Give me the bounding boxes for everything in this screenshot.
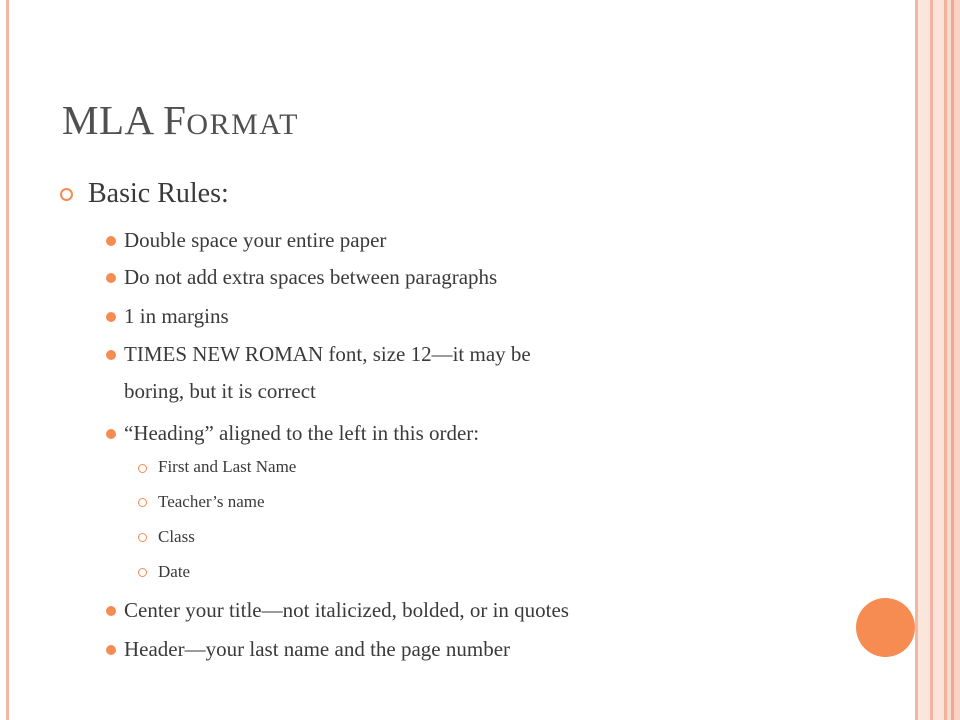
bullet-icon: [106, 312, 116, 322]
rule-item: 1 in margins: [124, 304, 229, 328]
slide-title: [62, 96, 299, 144]
decorative-stripes: [918, 0, 960, 720]
rule-item: TIMES NEW ROMAN font, size 12—it may be: [124, 342, 531, 366]
rule-item-continued: boring, but it is correct: [124, 379, 316, 403]
rule-item: Center your title—not italicized, bolded, or in quotes: [124, 598, 569, 622]
bullet-icon: [106, 236, 116, 246]
bullet-icon: [106, 350, 116, 360]
sub-bullet-icon: [138, 498, 147, 507]
title-smallcaps: ORMAT: [186, 108, 299, 141]
accent-circle: [856, 598, 915, 657]
sub-bullet-icon: [138, 568, 147, 577]
bullet-icon: [106, 606, 116, 616]
rule-item: Double space your entire paper: [124, 228, 387, 252]
sub-bullet-icon: [138, 533, 147, 542]
sub-bullet-icon: [138, 464, 147, 473]
rule-item: “Heading” aligned to the left in this order:: [124, 421, 480, 445]
heading-item: First and Last Name: [158, 457, 297, 476]
rule-item: Do not add extra spaces between paragraphs: [124, 265, 498, 289]
bullet-icon: [106, 273, 116, 283]
heading-item: Teacher’s name: [158, 492, 265, 511]
bullet-icon: [106, 645, 116, 655]
title-main: MLA: [62, 97, 164, 143]
heading-item: Date: [158, 562, 191, 581]
level1-bullet-icon: [60, 188, 73, 201]
heading-item: Class: [158, 527, 195, 546]
section-heading: Basic Rules:: [88, 178, 229, 209]
rule-item: Header—your last name and the page number: [124, 637, 511, 661]
title-initial: F: [163, 97, 187, 143]
bullet-icon: [106, 429, 116, 439]
